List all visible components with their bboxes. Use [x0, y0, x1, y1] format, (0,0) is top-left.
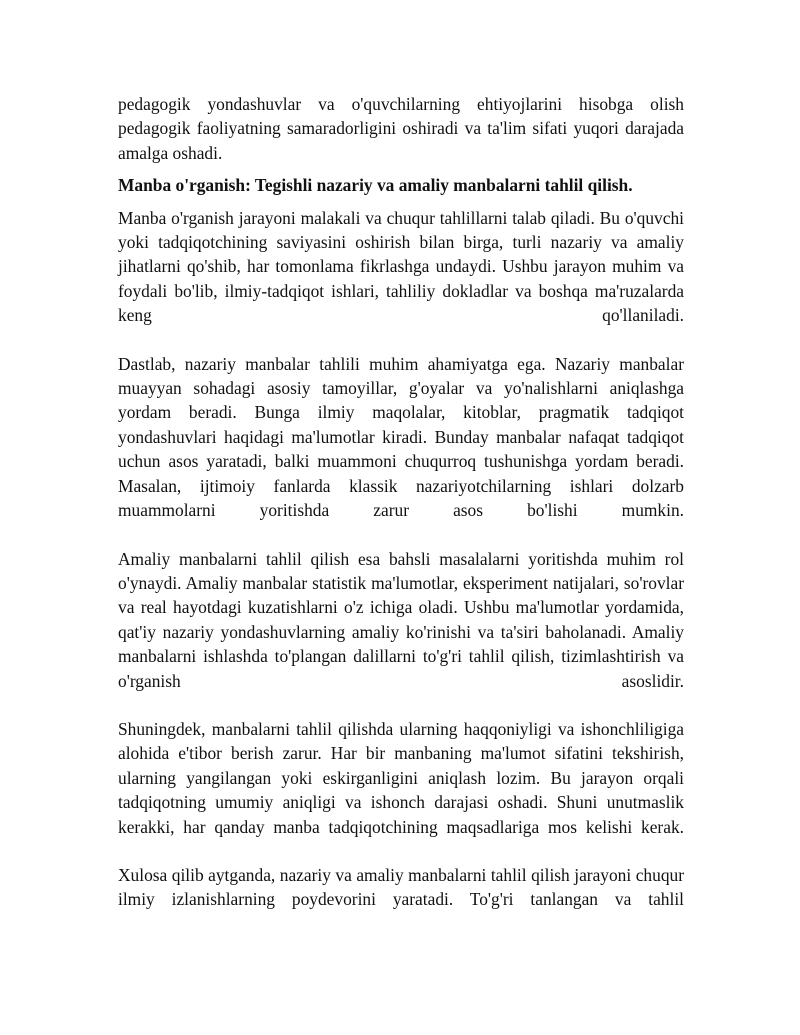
document-page — [118, 92, 684, 912]
paragraph-theoretical-sources: Dastlab, nazariy manbalar tahlili muhim ahamiyatga ega. Nazariy manbalar muayyan sohadagi asosiy tamoyillar, g'oyalar va yo'nalishlarni aniqlashga yordam beradi. Bunga ilmiy maqolalar, kitoblar, pragmatik tadqiqot yondashuvlari haqidagi ma'lumotlar kiradi. Bunday manbalar nafaqat tadqiqot uchun asos yaratadi, balki muammoni chuqurroq tushunishga yordam beradi. Masalan, ijtimoiy fanlarda klassik nazariyotchilarning ishlari dolzarb muammolarni yoritishda zarur asos bo'lishi mumkin. — [118, 353, 684, 521]
paragraph-source-study: Manba o'rganish jarayoni malakali va chuqur tahlillarni talab qiladi. Bu o'quvchi yoki tadqiqotchining saviyasini oshirish bilan birga, turli nazariy va amaliy jihatlarni qo'shib, har tomonlama fikrlashga undaydi. Ushbu jarayon muhim va foydali bo'lib, ilmiy-tadqiqot ishlari, tahliliy dokladlar va boshqa ma'ruzalarda keng qo'llaniladi. — [118, 207, 684, 326]
spacer — [118, 693, 684, 717]
paragraph-intro: pedagogik yondashuvlar va o'quvchilarning ehtiyojlarini hisobga olish pedagogik faoliyatning samaradorligini oshiradi va ta'lim sifati yuqori darajada amalga oshadi. — [118, 94, 684, 163]
spacer — [118, 839, 684, 863]
spacer — [118, 198, 684, 206]
paragraph-practical-sources: Amaliy manbalarni tahlil qilish esa bahsli masalalarni yoritishda muhim rol o'ynaydi. Amaliy manbalar statistik ma'lumotlar, eksperiment natijalari, so'rovlar va real hayotdagi kuzatishlarni o'z ichiga oladi. Ushbu ma'lumotlar yordamida, qat'iy nazariy yondashuvlarning amaliy ko'rinishi va ta'siri baholanadi. Amaliy manbalarni ishlashda to'plangan dalillarni to'g'ri tahlil qilish, tizimlashtirish va o'rganish asoslidir. — [118, 548, 684, 691]
paragraph-reliability: Shuningdek, manbalarni tahlil qilishda ularning haqqoniyligi va ishonchliligiga alohida e'tibor berish zarur. Har bir manbaning ma'lumot sifatini tekshirish, ularning yangilangan yoki eskirganligini aniqlash lozim. Bu jarayon orqali tadqiqotning umumiy aniqligi va ishonch darajasi oshadi. Shuni unutmaslik kerakki, har qanday manba tadqiqotchining maqsadlariga mos kelishi kerak. — [118, 718, 684, 837]
spacer — [118, 328, 684, 352]
spacer — [118, 523, 684, 547]
section-heading: Manba o'rganish: Tegishli nazariy va amaliy manbalarni tahlil qilish. — [118, 175, 633, 196]
spacer — [118, 165, 684, 173]
paragraph-conclusion: Xulosa qilib aytganda, nazariy va amaliy manbalarni tahlil qilish jarayoni chuqur ilmiy izlanishlarning poydevorini yaratadi. To'g'ri tanlangan va tahlil — [118, 864, 684, 910]
